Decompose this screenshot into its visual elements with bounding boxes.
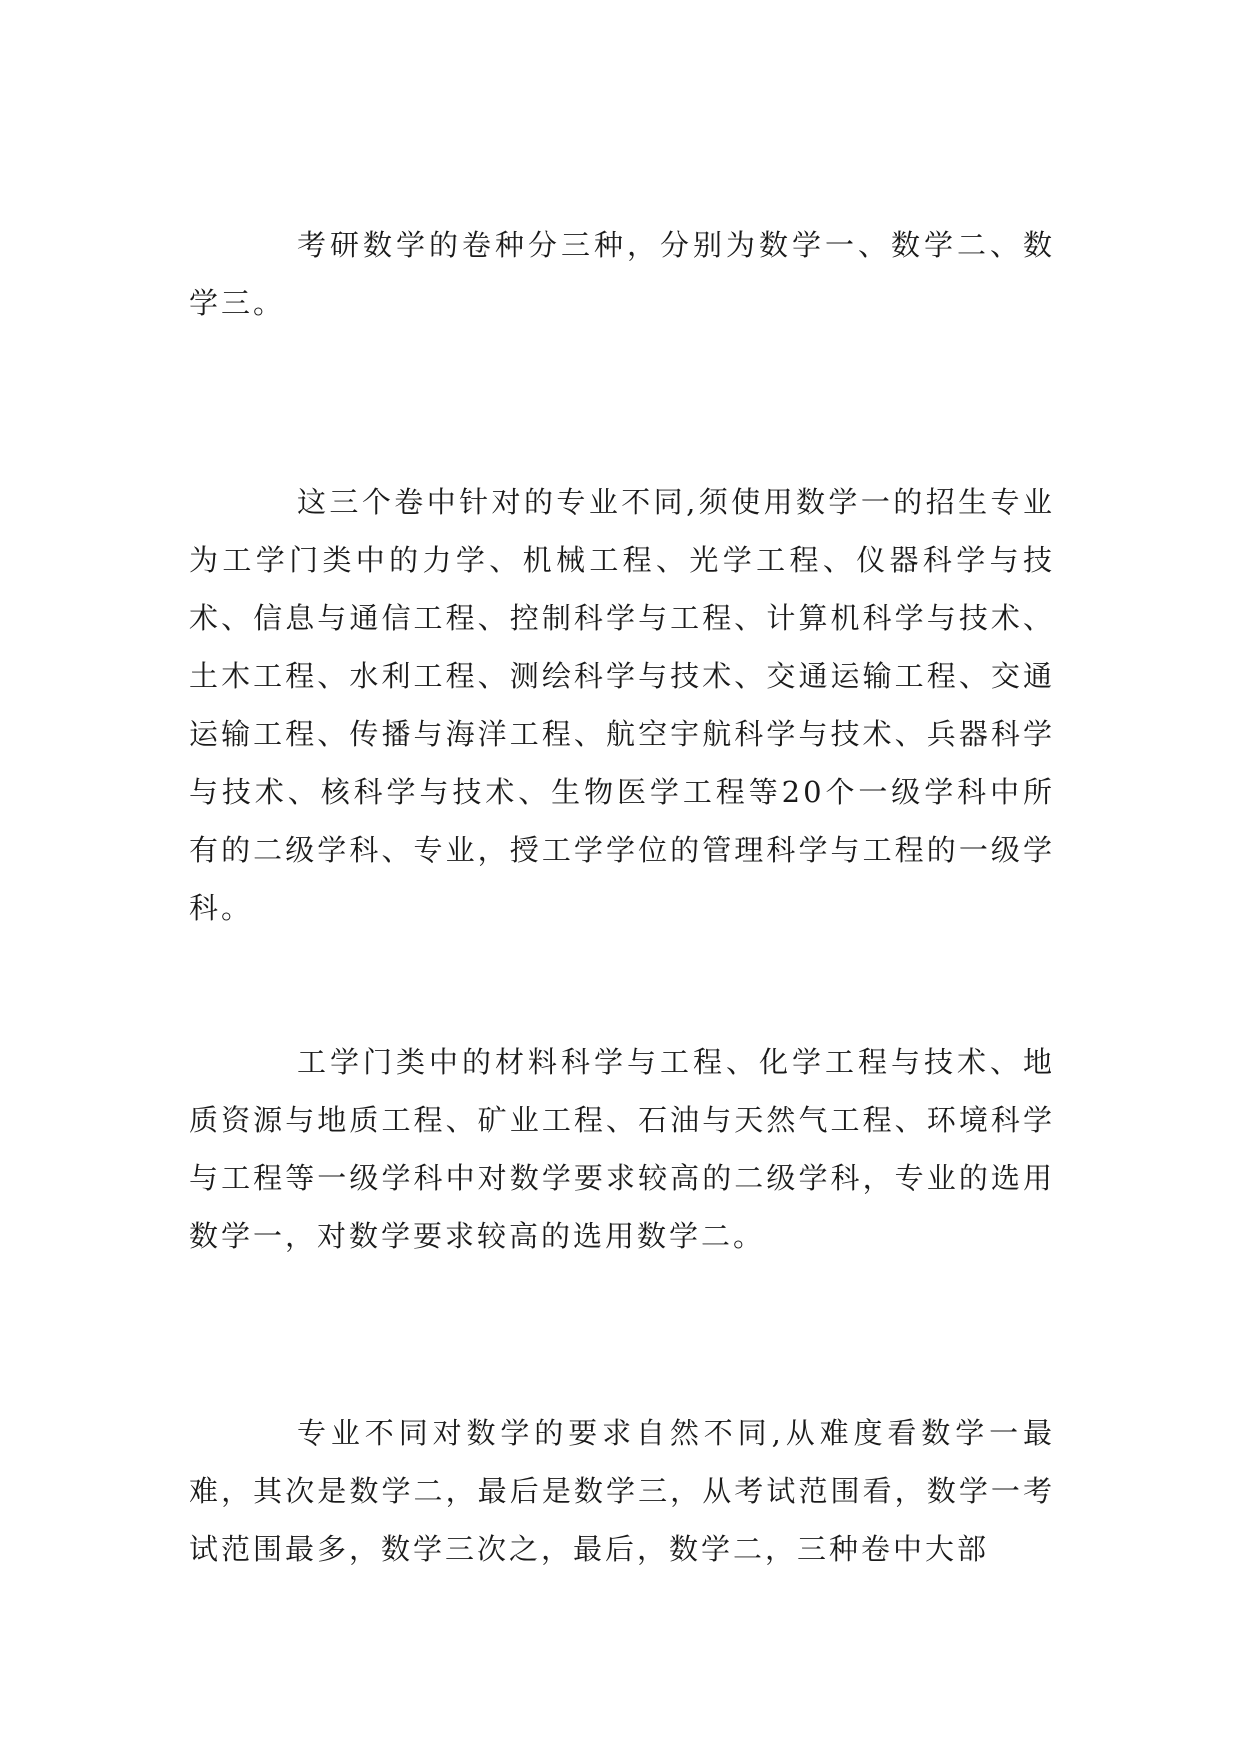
paragraph-difficulty-comparison: 专业不同对数学的要求自然不同,从难度看数学一最难，其次是数学二，最后是数学三，从考试范围看，数学一考试范围最多，数学三次之，最后，数学二，三种卷中大部 bbox=[189, 1416, 1055, 1566]
paragraph-math-one-two-selection: 工学门类中的材料科学与工程、化学工程与技术、地质资源与地质工程、矿业工程、石油与天然气工程、环境科学与工程等一级学科中对数学要求较高的二级学科，专业的选用数学一，对数学要求较高的选用数学二。 bbox=[189, 1045, 1055, 1253]
paragraph-exam-types: 考研数学的卷种分三种，分别为数学一、数学二、数学三。 bbox=[189, 228, 1055, 320]
paragraph-math-one-majors: 这三个卷中针对的专业不同,须使用数学一的招生专业为工学门类中的力学、机械工程、光学工程、仪器科学与技术、信息与通信工程、控制科学与工程、计算机科学与技术、土木工程、水利工程、测绘科学与技术、交通运输工程、交通运输工程、传播与海洋工程、航空宇航科学与技术、兵器科学与技术、核科学与技术、生物医学工程等20个一级学科中所有的二级学科、专业，授工学学位的管理科学与工程的一级学科。 bbox=[189, 485, 1055, 925]
